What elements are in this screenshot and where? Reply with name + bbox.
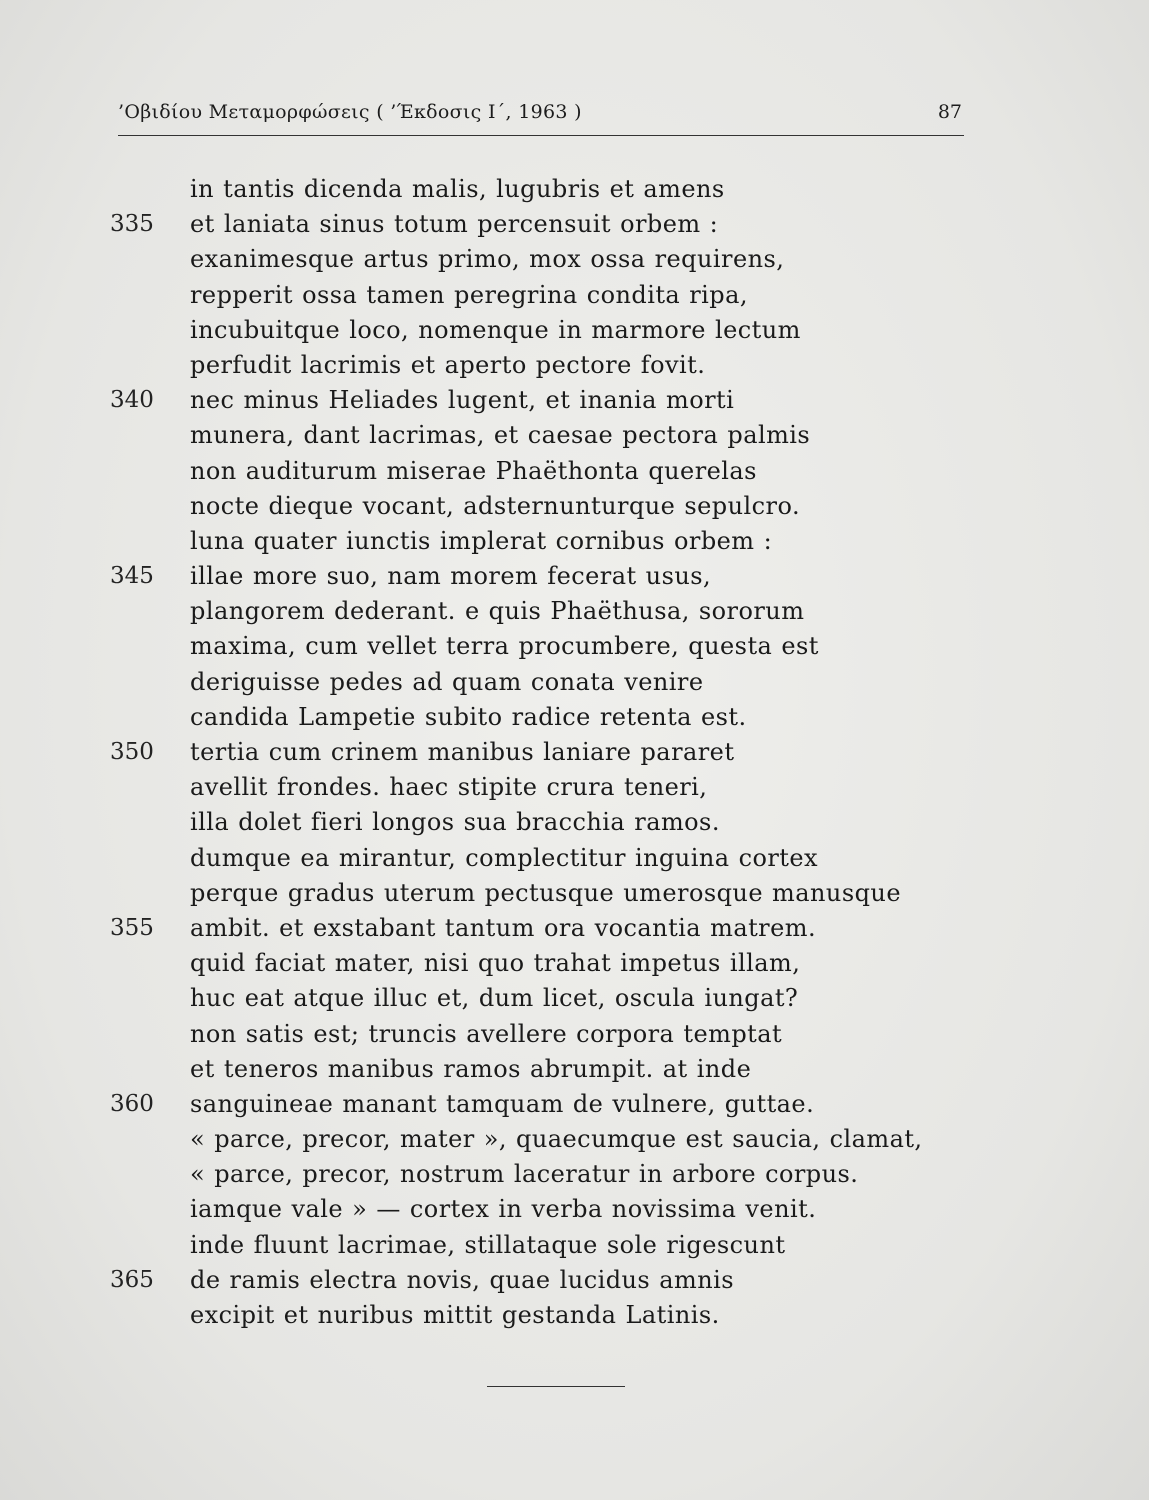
verse-text: illa dolet fieri longos sua bracchia ramos. (190, 808, 720, 837)
verse-text: tertia cum crinem manibus laniare pararet (190, 738, 735, 766)
verse-text: luna quater iunctis implerat cornibus orbem : (190, 526, 773, 555)
verse-text: nec minus Heliades lugent, et inania morti (190, 386, 735, 415)
line-number: 345 (110, 563, 154, 590)
verse-text: dumque ea mirantur, complectitur inguina cortex (190, 843, 819, 872)
verse-line (0, 489, 1149, 524)
verse-line (0, 1087, 1149, 1122)
verse-text: ambit. et exstabant tantum ora vocantia matrem. (190, 913, 817, 942)
line-number: 335 (110, 211, 154, 238)
verse-text: in tantis dicenda malis, lugubris et amens (190, 175, 725, 203)
verse-block (0, 172, 1149, 1333)
line-number: 360 (110, 1090, 154, 1117)
verse-text: « parce, precor, mater », quaecumque est saucia, clamat, (190, 1125, 923, 1154)
verse-text: et teneros manibus ramos abrumpit. at inde (190, 1054, 752, 1083)
verse-text: deriguisse pedes ad quam conata venire (190, 667, 704, 696)
verse-text: illae more suo, nam morem fecerat usus, (190, 562, 712, 591)
verse-text: huc eat atque illuc et, dum licet, oscula iungat? (190, 984, 799, 1013)
line-number: 350 (110, 739, 154, 765)
verse-line (0, 313, 1149, 348)
verse-line (0, 1228, 1149, 1263)
verse-line (0, 524, 1149, 559)
verse-line (0, 1263, 1149, 1298)
line-number: 355 (110, 914, 154, 941)
verse-text: perque gradus uterum pectusque umerosque manusque (190, 878, 901, 907)
verse-line (0, 911, 1149, 946)
verse-line (0, 278, 1149, 313)
line-number: 340 (110, 387, 154, 414)
verse-text: candida Lampetie subito radice retenta est. (190, 702, 747, 731)
verse-line (0, 946, 1149, 981)
verse-text: « parce, precor, nostrum laceratur in arbore corpus. (190, 1160, 859, 1189)
verse-text: excipit et nuribus mittit gestanda Latinis. (190, 1301, 720, 1329)
verse-text: inde fluunt lacrimae, stillataque sole rigescunt (190, 1230, 786, 1259)
verse-text: iamque vale » — cortex in verba novissima venit. (190, 1195, 817, 1224)
verse-line (0, 805, 1149, 840)
verse-text: et laniata sinus totum percensuit orbem : (190, 210, 719, 239)
verse-line (0, 1298, 1149, 1333)
verse-text: plangorem dederant. e quis Phaëthusa, sororum (190, 597, 805, 626)
verse-text: non satis est; truncis avellere corpora temptat (190, 1019, 783, 1048)
page-number: 87 (937, 101, 962, 123)
verse-line (0, 876, 1149, 911)
verse-line (0, 1192, 1149, 1227)
running-header (118, 101, 964, 136)
verse-line (0, 418, 1149, 453)
verse-line (0, 383, 1149, 418)
verse-line (0, 1122, 1149, 1157)
verse-line (0, 172, 1149, 207)
verse-text: sanguineae manant tamquam de vulnere, guttae. (190, 1089, 815, 1118)
verse-line (0, 559, 1149, 594)
verse-text: avellit frondes. haec stipite crura teneri, (190, 773, 708, 802)
verse-text: repperit ossa tamen peregrina condita ripa, (190, 280, 748, 309)
verse-line (0, 700, 1149, 735)
verse-text: munera, dant lacrimas, et caesae pectora palmis (190, 421, 811, 450)
verse-line (0, 454, 1149, 489)
verse-text: perfudit lacrimis et aperto pectore fovit. (190, 350, 706, 379)
verse-line (0, 770, 1149, 805)
verse-line (0, 1017, 1149, 1052)
verse-text: non auditurum miserae Phaëthonta querelas (190, 456, 757, 485)
header-title: ’Οβιδίου Μεταμορφώσεις ( ’Έκδοσις Ι΄, 1963 ) (118, 101, 582, 123)
verse-line (0, 665, 1149, 700)
verse-text: maxima, cum vellet terra procumbere, questa est (190, 632, 819, 661)
verse-line (0, 629, 1149, 664)
verse-text: quid faciat mater, nisi quo trahat impetus illam, (190, 949, 801, 978)
verse-line (0, 735, 1149, 770)
verse-line (0, 594, 1149, 629)
verse-line (0, 242, 1149, 277)
verse-line (0, 1157, 1149, 1192)
verse-text: incubuitque loco, nomenque in marmore lectum (190, 315, 801, 344)
verse-line (0, 348, 1149, 383)
verse-text: de ramis electra novis, quae lucidus amnis (190, 1265, 735, 1294)
verse-line (0, 207, 1149, 242)
verse-line (0, 1052, 1149, 1087)
verse-text: exanimesque artus primo, mox ossa requirens, (190, 245, 785, 274)
verse-line (0, 841, 1149, 876)
closing-rule (487, 1386, 625, 1387)
verse-line (0, 981, 1149, 1016)
verse-text: nocte dieque vocant, adsternunturque sepulcro. (190, 491, 801, 520)
line-number: 365 (110, 1266, 154, 1293)
